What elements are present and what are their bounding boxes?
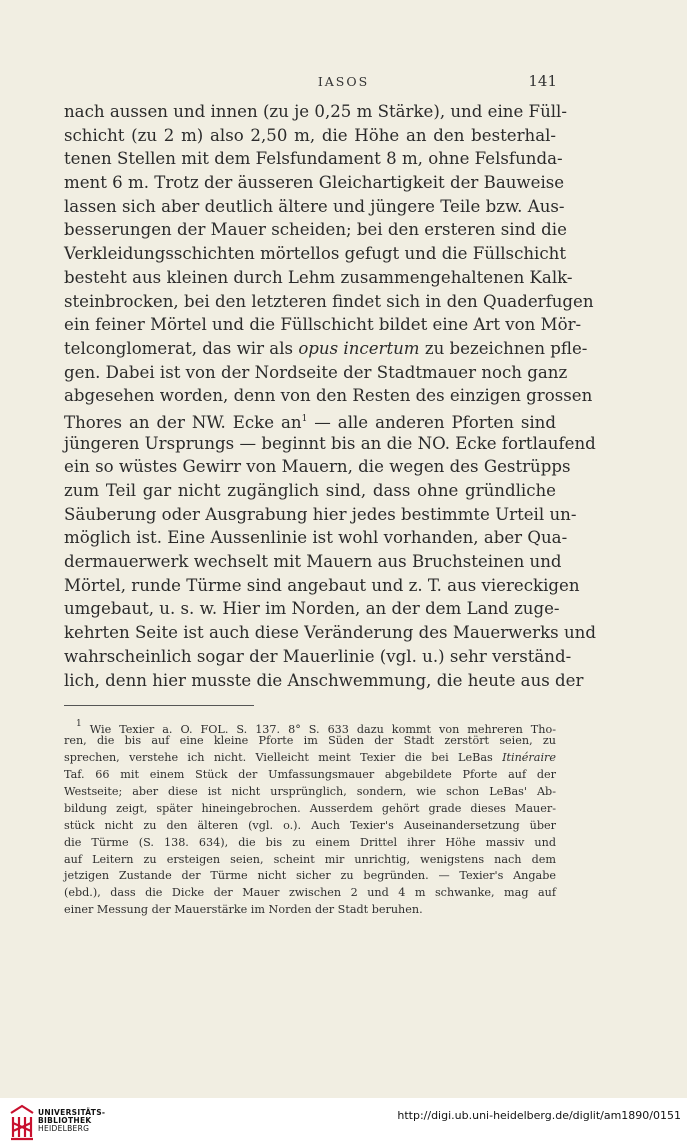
footnote-line: Westseite; aber diese ist nicht ursprünglich, sondern, wie schon LeBas' Ab- (64, 784, 556, 798)
footnote-line: stück nicht zu den älteren (vgl. o.). Auch Texier's Auseinandersetzung über (64, 818, 556, 832)
text-segment: Wie Texier a. O. FOL. S. 137. 8° S. 633 dazu kommt von mehreren Tho- (81, 723, 556, 736)
italic-term: opus incertum (298, 338, 420, 358)
text-line: kehrten Seite ist auch diese Veränderung des Mauerwerks und (64, 623, 596, 643)
text-segment: telconglomerat, das wir als (64, 338, 299, 358)
text-line: nach aussen und innen (zu je 0,25 m Stärke), und eine Füll- (64, 102, 567, 121)
footnote-marker: 1 (76, 719, 82, 729)
text-line: ment 6 m. Trotz der äusseren Gleichartigkeit der Bauweise (64, 173, 565, 193)
text-line (64, 408, 556, 432)
page-header (0, 74, 687, 94)
text-segment: zu bezeichnen pfle- (419, 338, 588, 358)
text-segment: — alle anderen Pforten sind (307, 412, 556, 432)
library-name-line: UNIVERSITÄTS- (38, 1108, 106, 1117)
text-line: steinbrocken, bei den letzteren findet sich in den Quaderfugen (64, 291, 594, 311)
text-line: zum Teil gar nicht zugänglich sind, dass ohne gründliche (64, 481, 556, 500)
text-line: Verkleidungsschichten mörtellos gefugt und die Füllschicht (64, 244, 567, 264)
text-line: Säuberung oder Ausgrabung hier jedes bestimmte Urteil un- (64, 504, 577, 524)
text-line: Mörtel, runde Türme sind angebaut und z. T. aus viereckigen (64, 575, 580, 595)
text-segment: Thores an der NW. Ecke an (64, 412, 302, 432)
library-name[interactable] (38, 1109, 105, 1134)
text-line: gen. Dabei ist von der Nordseite der Stadtmauer noch ganz (64, 362, 568, 382)
text-line: schicht (zu 2 m) also 2,50 m, die Höhe an den besterhal- (64, 125, 556, 145)
viewer-footer (0, 1098, 687, 1147)
page-number: 141 (528, 72, 557, 90)
text-line: lich, denn hier musste die Anschwemmung, die heute aus der (64, 670, 584, 690)
text-line: ein feiner Mörtel und die Füllschicht bildet eine Art von Mör- (64, 315, 582, 335)
footnote (64, 716, 556, 919)
footnote-line: bildung zeigt, später hineingebrochen. Ausserdem gehört grade dieses Mauer- (64, 801, 556, 815)
text-line: besserungen der Mauer scheiden; bei den ersteren sind die (64, 220, 567, 240)
text-segment: sprechen, verstehe ich nicht. Vielleicht meint Texier die bei LeBas (64, 750, 503, 764)
text-line (64, 337, 588, 361)
italic-title: Itinéraire (502, 750, 556, 764)
text-line: dermauerwerk wechselt mit Mauern aus Bruchsteinen und (64, 552, 562, 572)
footnote-line: Taf. 66 mit einem Stück der Umfassungsmauer abgebildete Pforte auf der (64, 767, 556, 781)
footnote-line: auf Leitern zu ersteigen seien, scheint mir unrichtig, wenigstens nach dem (64, 852, 556, 866)
text-line: wahrscheinlich sogar der Mauerlinie (vgl. u.) sehr verständ- (64, 646, 572, 666)
text-line: ein so wüstes Gewirr von Mauern, die wegen des Gestrüpps (64, 457, 571, 477)
footnote-line: die Türme (S. 138. 634), die bis zu einem Drittel ihrer Höhe massiv und (64, 835, 556, 849)
library-name-line: BIBLIOTHEK (38, 1116, 92, 1126)
text-line: tenen Stellen mit dem Felsfundament 8 m, ohne Felsfunda- (64, 149, 563, 169)
text-line: besteht aus kleinen durch Lehm zusammengehaltenen Kalk- (64, 267, 573, 287)
footnote-line: jetzigen Zustande der Türme nicht sicher zu begründen. — Texier's Angabe (64, 869, 556, 883)
text-line: lassen sich aber deutlich ältere und jüngere Teile bzw. Aus- (64, 196, 565, 216)
footnote-divider (64, 705, 254, 706)
footnote-line: (ebd.), dass die Dicke der Mauer zwischen 2 und 4 m schwanke, mag auf (64, 886, 556, 900)
footnote-line (64, 750, 556, 767)
footnote-reference[interactable]: 1 (301, 413, 308, 424)
text-line: jüngeren Ursprungs — beginnt bis an die NO. Ecke fortlaufend (64, 433, 596, 453)
footnote-line: einer Messung der Mauerstärke im Norden der Stadt beruhen. (64, 903, 423, 917)
text-line: umgebaut, u. s. w. Hier im Norden, an der dem Land zuge- (64, 599, 560, 619)
footnote-line (64, 716, 556, 736)
library-name-line: HEIDELBERG (38, 1124, 90, 1134)
university-library-logo-icon[interactable] (8, 1103, 36, 1141)
text-line: möglich ist. Eine Aussenlinie ist wohl vorhanden, aber Qua- (64, 528, 568, 548)
footnote-line: ren, die bis auf eine kleine Pforte im Süden der Stadt zerstört seien, zu (64, 733, 556, 747)
running-head: IASOS (317, 74, 370, 89)
text-line: abgesehen worden, denn von den Resten des einzigen grossen (64, 386, 593, 406)
source-url-link[interactable]: http://digi.ub.uni-heidelberg.de/diglit/am1890/0151 (397, 1109, 681, 1122)
body-text (64, 100, 596, 692)
